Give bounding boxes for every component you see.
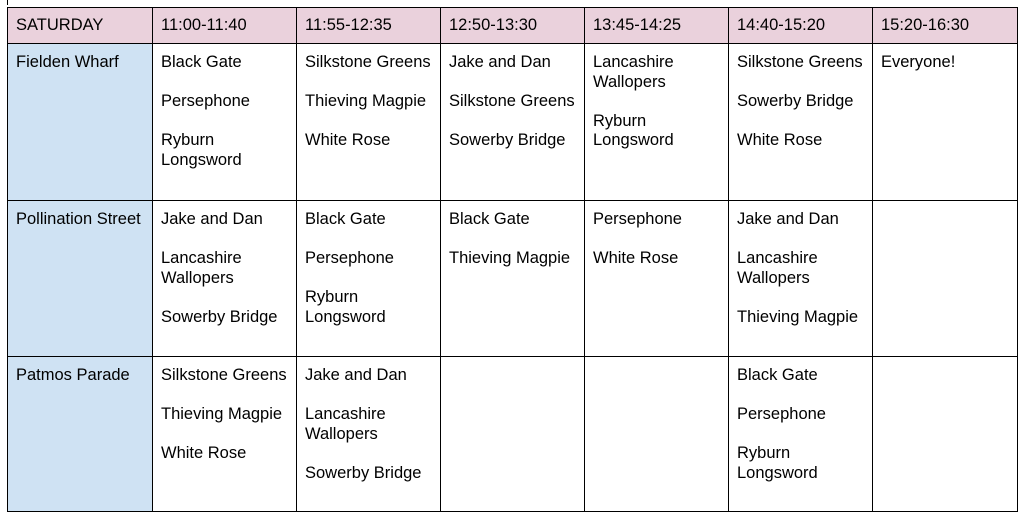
venue-name: Pollination Street xyxy=(16,210,141,228)
act-name: Persephone xyxy=(305,249,394,267)
act-name: Jake and Dan xyxy=(449,53,551,71)
venue-cell[interactable] xyxy=(8,357,153,512)
act-name: White Rose xyxy=(305,131,391,149)
venue-row xyxy=(8,44,1018,201)
act-name: Jake and Dan xyxy=(737,210,839,228)
act-name: Everyone! xyxy=(881,53,956,71)
act-name: Ryburn Longsword xyxy=(737,444,818,482)
act-name: Lancashire Wallopers xyxy=(161,249,242,287)
act-name: White Rose xyxy=(737,131,823,149)
act-name: Thieving Magpie xyxy=(449,249,571,267)
act-name: Black Gate xyxy=(449,210,530,228)
act-name: Ryburn Longsword xyxy=(161,131,242,169)
act-name: Lancashire Wallopers xyxy=(305,405,386,443)
act-name: White Rose xyxy=(593,249,679,267)
act-name: Ryburn Longsword xyxy=(593,111,674,149)
act-name: Ryburn Longsword xyxy=(305,288,386,326)
schedule-cell[interactable] xyxy=(153,44,297,201)
schedule-cell[interactable] xyxy=(585,201,729,357)
act-name: Thieving Magpie xyxy=(305,92,427,110)
act-name: Silkstone Greens xyxy=(305,53,431,71)
day-header[interactable]: SATURDAY xyxy=(8,8,153,44)
schedule-table xyxy=(7,7,1018,512)
act-name: Thieving Magpie xyxy=(737,307,859,326)
schedule-cell[interactable] xyxy=(441,44,585,201)
time-slot-header[interactable]: 11:55-12:35 xyxy=(297,8,441,44)
act-name: White Rose xyxy=(161,444,247,462)
schedule-cell[interactable] xyxy=(441,357,585,512)
schedule-cell[interactable] xyxy=(873,201,1018,357)
schedule-cell[interactable] xyxy=(873,357,1018,512)
cell-cursor-mark xyxy=(7,0,8,5)
act-name: Silkstone Greens xyxy=(449,92,575,110)
schedule-cell[interactable] xyxy=(585,44,729,201)
schedule-cell[interactable] xyxy=(585,357,729,512)
act-name: Black Gate xyxy=(305,210,386,228)
schedule-cell[interactable] xyxy=(297,201,441,357)
act-name: Silkstone Greens xyxy=(737,53,863,71)
act-name: Persephone xyxy=(161,92,250,110)
venue-row xyxy=(8,201,1018,357)
act-name: Black Gate xyxy=(161,53,242,71)
schedule-cell[interactable] xyxy=(441,201,585,357)
time-slot-header[interactable]: 14:40-15:20 xyxy=(729,8,873,44)
act-name: Thieving Magpie xyxy=(161,405,283,423)
schedule-cell[interactable] xyxy=(729,44,873,201)
venue-cell[interactable] xyxy=(8,44,153,201)
act-name: Sowerby Bridge xyxy=(449,131,566,149)
act-name: Persephone xyxy=(593,210,682,228)
act-name: Black Gate xyxy=(737,366,818,384)
venue-name: Patmos Parade xyxy=(16,366,130,384)
schedule-cell[interactable] xyxy=(873,44,1018,201)
time-slot-header[interactable]: 15:20-16:30 xyxy=(873,8,1018,44)
act-name: Jake and Dan xyxy=(161,210,263,228)
schedule-cell[interactable] xyxy=(297,357,441,512)
venue-name: Fielden Wharf xyxy=(16,53,119,71)
act-name: Lancashire Wallopers xyxy=(737,249,818,287)
act-name: Sowerby Bridge xyxy=(161,307,278,326)
act-name: Lancashire Wallopers xyxy=(593,53,674,91)
schedule-cell[interactable] xyxy=(153,357,297,512)
venue-cell[interactable] xyxy=(8,201,153,357)
act-name: Silkstone Greens xyxy=(161,366,287,384)
schedule-cell[interactable] xyxy=(729,357,873,512)
venue-row xyxy=(8,357,1018,512)
act-name: Jake and Dan xyxy=(305,366,407,384)
time-slot-header[interactable]: 12:50-13:30 xyxy=(441,8,585,44)
act-name: Sowerby Bridge xyxy=(305,463,422,482)
act-name: Sowerby Bridge xyxy=(737,92,854,110)
schedule-cell[interactable] xyxy=(153,201,297,357)
schedule-cell[interactable] xyxy=(729,201,873,357)
act-name: Persephone xyxy=(737,405,826,423)
header-row xyxy=(8,8,1018,44)
time-slot-header[interactable]: 11:00-11:40 xyxy=(153,8,297,44)
schedule-cell[interactable] xyxy=(297,44,441,201)
time-slot-header[interactable]: 13:45-14:25 xyxy=(585,8,729,44)
